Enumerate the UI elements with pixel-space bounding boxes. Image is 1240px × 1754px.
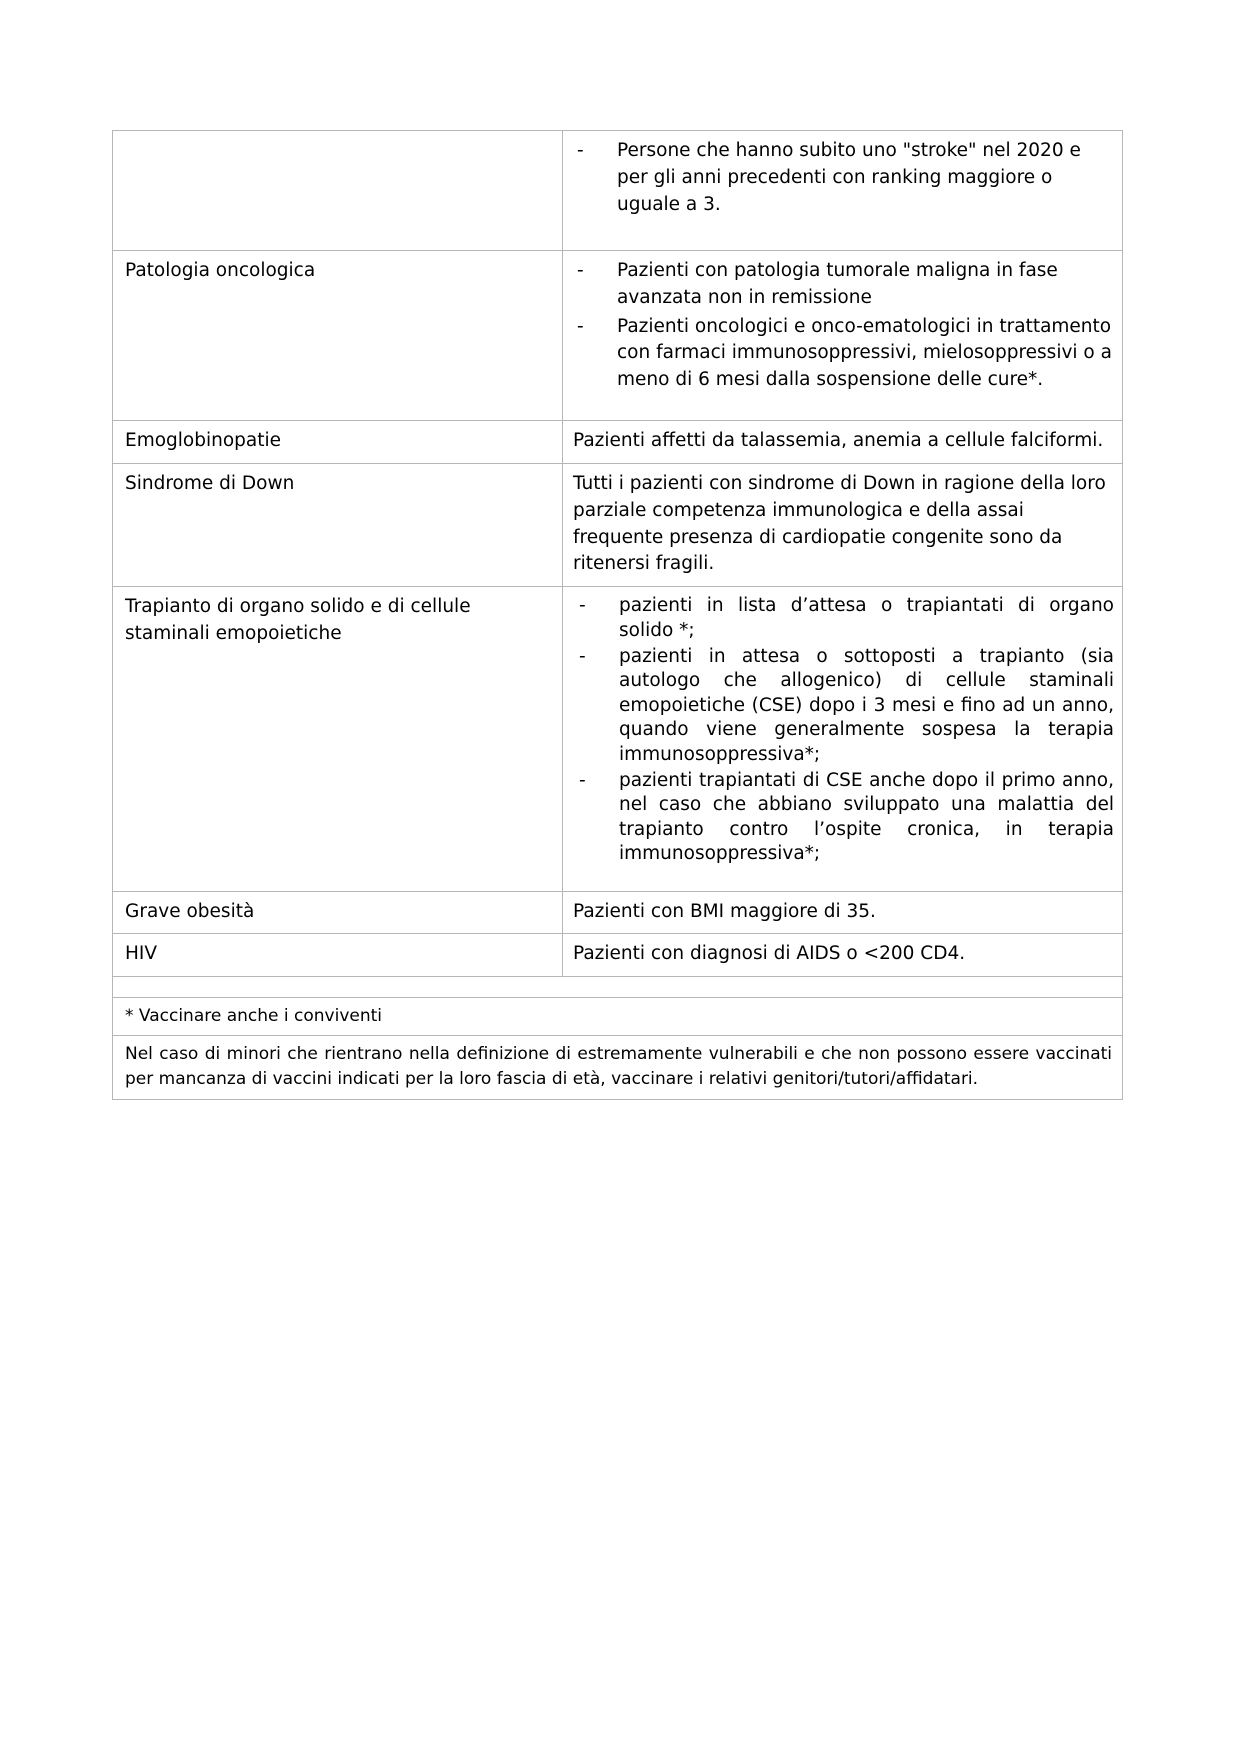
list-item-text: Persone che hanno subito uno "stroke" nel 2020 e per gli anni precedenti con ranking maggiore o uguale a 3. — [617, 140, 1081, 215]
list-item-text: pazienti in lista d’attesa o trapiantati di organo solido *; — [619, 595, 1114, 641]
description-text: Pazienti con BMI maggiore di 35. — [573, 900, 876, 922]
list-item — [573, 645, 1114, 767]
dash-bullet-icon: - — [579, 769, 586, 791]
list-item-text: pazienti in attesa o sottoposti a trapianto (sia autologo che allogenico) di cellule staminali emopoietiche (CSE) dopo i 3 mesi e fino ad un anno, quando viene generalmente sospesa la terapia immunosoppressiva*; — [619, 645, 1114, 765]
list-item — [573, 594, 1114, 643]
table-row — [113, 421, 1123, 464]
description-bullet-list — [573, 138, 1114, 218]
condition-label: Emoglobinopatie — [125, 430, 282, 452]
list-item — [573, 769, 1114, 867]
description-bullet-list — [573, 594, 1114, 866]
description-cell — [563, 251, 1123, 421]
condition-cell — [113, 463, 563, 586]
list-item-text: Pazienti oncologici e onco-ematologici in trattamento con farmaci immunosoppressivi, mielosoppressivi o a meno di 6 mesi dalla sospensione delle cure*. — [617, 315, 1112, 391]
condition-label: Grave obesità — [125, 900, 255, 922]
footnote-cell — [113, 998, 1123, 1036]
dash-bullet-icon: - — [577, 315, 584, 337]
condition-cell — [113, 891, 563, 934]
condition-label: Patologia oncologica — [125, 260, 316, 281]
description-cell — [563, 587, 1123, 891]
vulnerable-conditions-table — [112, 130, 1123, 1100]
list-item-text: Pazienti con patologia tumorale maligna in fase avanzata non in remissione — [617, 260, 1058, 308]
description-cell — [563, 891, 1123, 934]
condition-label: Sindrome di Down — [125, 472, 295, 494]
spacer-cell — [113, 977, 1123, 998]
list-item — [573, 314, 1114, 394]
dash-bullet-icon: - — [577, 140, 584, 161]
description-cell — [563, 934, 1123, 977]
footnote-row — [113, 1035, 1123, 1099]
list-item-text: pazienti trapiantati di CSE anche dopo il primo anno, nel caso che abbiano sviluppato una malattia del trapianto contro l’ospite cronica, in terapia immunosoppressiva*; — [619, 769, 1114, 865]
description-text: Tutti i pazienti con sindrome di Down in ragione della loro parziale competenza immunologica e della assai frequente presenza di cardiopatie congenite sono da ritenersi fragili. — [573, 472, 1106, 575]
condition-label: Trapianto di organo solido e di cellule staminali emopoietiche — [125, 596, 471, 644]
description-text: Pazienti affetti da talassemia, anemia a cellule falciformi. — [573, 430, 1104, 452]
condition-cell — [113, 251, 563, 421]
table-row — [113, 587, 1123, 891]
footnote-cell — [113, 1035, 1123, 1099]
dash-bullet-icon: - — [577, 260, 584, 281]
condition-cell — [113, 421, 563, 464]
condition-label: HIV — [125, 943, 158, 965]
table-row — [113, 934, 1123, 977]
condition-cell — [113, 587, 563, 891]
footnote-row — [113, 998, 1123, 1036]
description-cell — [563, 463, 1123, 586]
list-item — [573, 258, 1114, 312]
list-item — [573, 138, 1114, 218]
table-row — [113, 463, 1123, 586]
table-row — [113, 891, 1123, 934]
table-row — [113, 251, 1123, 421]
dash-bullet-icon: - — [579, 645, 586, 667]
condition-cell — [113, 131, 563, 251]
spacer-row — [113, 977, 1123, 998]
description-cell — [563, 131, 1123, 251]
table-row — [113, 131, 1123, 251]
description-text: Pazienti con diagnosi di AIDS o <200 CD4. — [573, 943, 966, 965]
footnote-text: Nel caso di minori che rientrano nella definizione di estremamente vulnerabili e che non possono essere vaccinati per mancanza di vaccini indicati per la loro fascia di età, vaccinare i relativi genitori/tutori/affidatari. — [125, 1043, 1112, 1090]
footnote-text: * Vaccinare anche i conviventi — [125, 1006, 383, 1027]
dash-bullet-icon: - — [579, 595, 586, 617]
condition-cell — [113, 934, 563, 977]
description-cell — [563, 421, 1123, 464]
description-bullet-list — [573, 258, 1114, 394]
